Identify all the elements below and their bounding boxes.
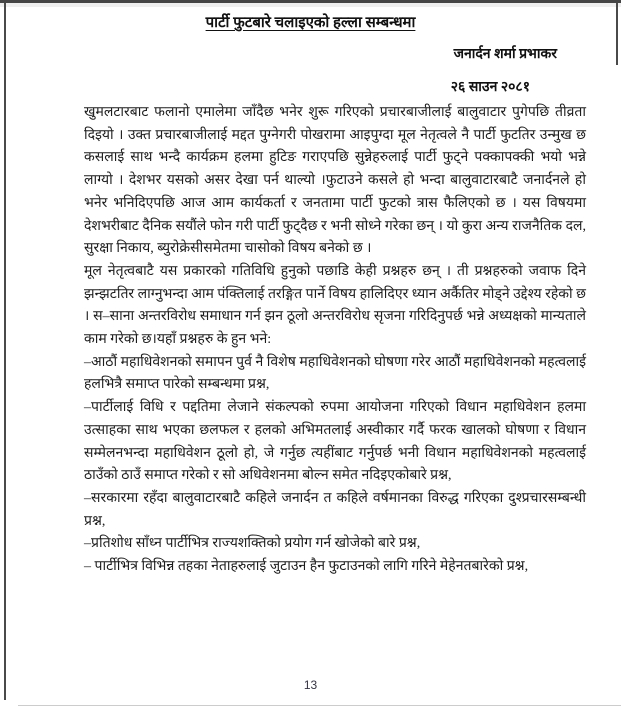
document-body [84,102,586,579]
date-line: २६ साउन २०८१ [450,80,530,95]
page-number: 13 [303,678,318,692]
body-paragraph: मूल नेतृत्वबाटै यस प्रकारको गतिविधि हुनुको पछाडि केही प्रश्नहरु छन् । ती प्रश्नहरुको जवाफ दिने झन्झटतिर लाग्नुभन्दा आम पंक्तिलाई तरङ्गित पार्ने विषय हालिदिएर ध्यान अर्कैतिर मोड्ने उद्देश्य रहेको छ । स–साना अन्तरविरोध समाधान गर्न झन ठूलो अन्तरविरोध सृजना गरिदिनुपर्छ भन्ने अध्यक्षको मान्यताले काम गरेको छ।यहाँ प्रश्नहरु के हुन भने: [84,263,586,348]
document-title: पार्टी फुटबारे चलाइएको हल्ला सम्बन्धमा [205,15,416,31]
author-line: जनार्दन शर्मा प्रभाकर [453,47,557,62]
page-edge-bottom [18,705,621,706]
question-item: –सरकारमा रहँदा बालुवाटारबाटै कहिले जनार्दन त कहिले वर्षमानका विरुद्ध गरिएका दुश्प्रचारसम्बन्धी प्रश्न, [84,490,586,529]
question-item: –आठौं महाधिवेशनको समापन पुर्व नै विशेष महाधिवेशनको घोषणा गरेर आठौं महाधिवेशनको महत्वलाई हलभित्रै समाप्त पारेको सम्बन्धमा प्रश्न, [84,354,586,393]
question-item: –प्रतिशोध साँध्न पार्टीभित्र राज्यशक्तिको प्रयोग गर्न खोजेको बारे प्रश्न, [84,536,421,552]
page-edge-left [4,3,6,700]
page-edge-top-shade [0,3,621,7]
question-item: –पार्टीलाई विधि र पद्दतिमा लेजाने संकल्पको रुपमा आयोजना गरिएको विधान महाधिवेशन हलमा उत्साहका साथ भएका छलफल र हलको अभिमतलाई अस्वीकार गर्दै फरक खालको घोषणा र विधान सम्मेलनभन्दा महाधिवेशन ठूलो हो, जे गर्नुछ त्यहींबाट गर्नुपर्छ भनी विधान महाधिवेशनको महत्वलाई ठाउँको ठाउँ समाप्त गरेको र सो अधिवेशनमा बोल्न समेत नदिइएकोबारे प्रश्न, [84,400,586,484]
body-paragraph: खुमलटारबाट फलानो एमालेमा जाँदैछ भनेर शुरू गरिएको प्रचारबाजीलाई बालुवाटार पुगेपछि तीव्रता दिइयो । उक्त प्रचारबाजीलाई मद्दत पुग्नेगरी पोखरामा आइपुग्दा मूल नेतृत्वले नै पार्टी फुटतिर उन्मुख छ कसलाई साथ भन्दै कार्यक्रम हलमा हुटिङ गराएपछि सुन्नेहरुलाई पार्टी फुट्ने पक्कापक्की भयो भन्ने लाग्यो । देशभर यसको असर देखा पर्न थाल्यो ।फुटाउने कसले हो भन्दा बालुवाटारबाटै जनार्दनले हो भनेर भनिदिएपछि आज आम कार्यकर्ता र जनतामा पार्टी फुटको त्रास फैलिएको छ । यस विषयमा देशभरीबाट दैनिक सयौंले फोन गरी पार्टी फुट्दैछ र भनी सोध्ने गरेका छन् । यो कुरा अन्य राजनैतिक दल, सुरक्षा निकाय, ब्युरोक्रेसीसमेतमा चासोको विषय बनेको छ । [84,105,586,257]
question-item: – पार्टीभित्र विभिन्न तहका नेताहरुलाई जुटाउन हैन फुटाउनको लागि गरिने मेहेनतबारेको प्रश्न, [84,559,529,575]
